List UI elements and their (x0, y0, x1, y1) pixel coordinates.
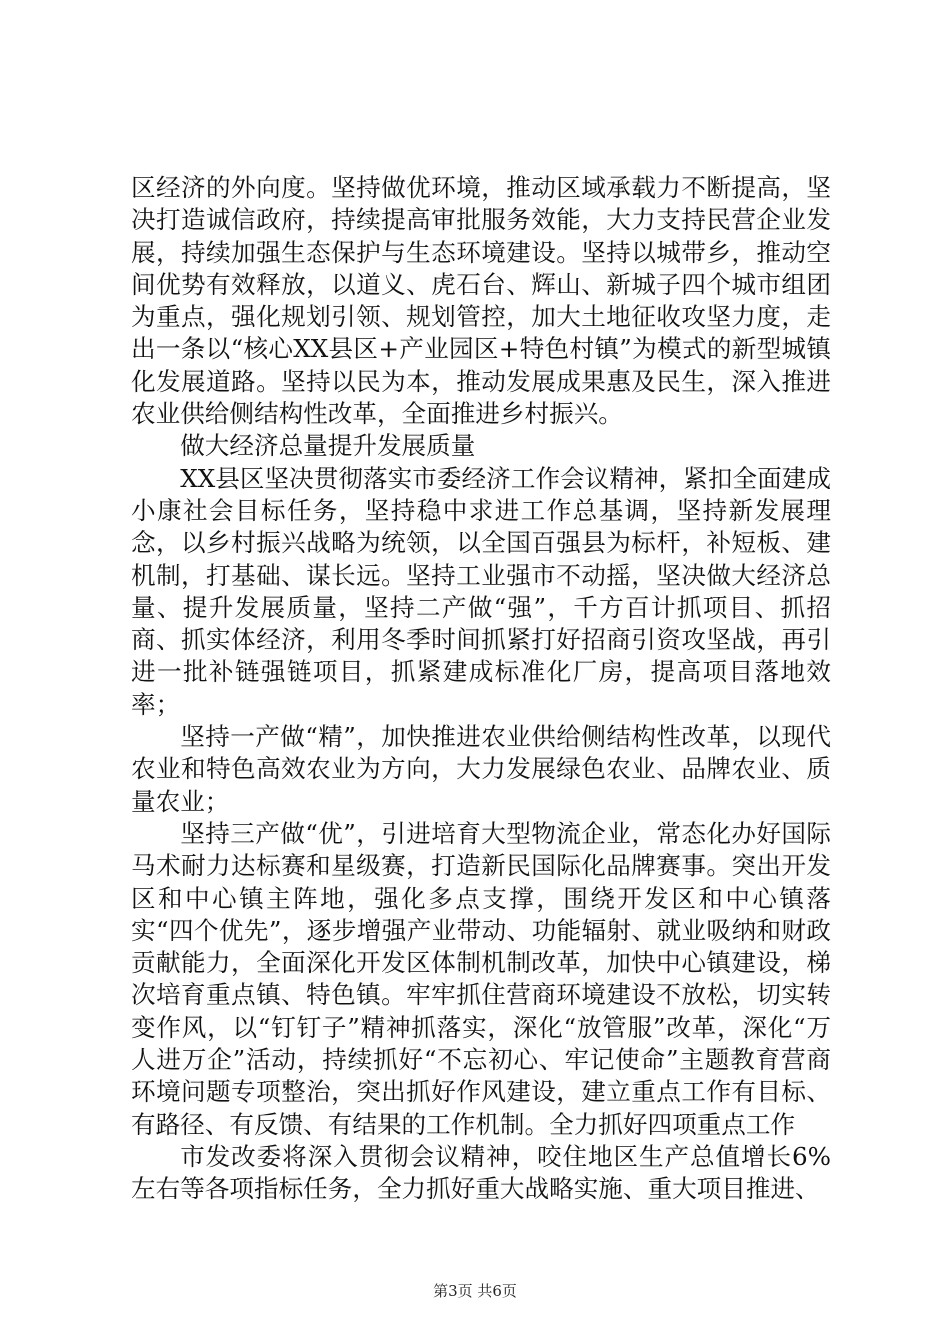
document-body (131, 172, 831, 1206)
paragraph-5: 坚持三产做“优”，引进培育大型物流企业，常态化办好国际马术耐力达标赛和星级赛，打造新民国际化品牌赛事。突出开发区和中心镇主阵地，强化多点支撑，围绕开发区和中心镇落实“四个优先”，逐步增强产业带动、功能辐射、就业吸纳和财政贡献能力，全面深化开发区体制机制改革，加快中心镇建设，梯次培育重点镇、特色镇。牢牢抓住营商环境建设不放松，切实转变作风，以“钉钉子”精神抓落实，深化“放管服”改革，深化“万人进万企”活动，持续抓好“不忘初心、牢记使命”主题教育营商环境问题专项整治，突出抓好作风建设，建立重点工作有目标、有路径、有反馈、有结果的工作机制。全力抓好四项重点工作 (131, 818, 831, 1139)
section-heading: 做大经济总量提升发展质量 (180, 431, 476, 461)
paragraph-6: 市发改委将深入贯彻会议精神，咬住地区生产总值增长6%左右等各项指标任务，全力抓好重大战略实施、重大项目推进、 (131, 1141, 831, 1204)
paragraph-1: 区经济的外向度。坚持做优环境，推动区域承载力不断提高，坚决打造诚信政府，持续提高审批服务效能，大力支持民营企业发展，持续加强生态保护与生态环境建设。坚持以城带乡，推动空间优势有效释放，以道义、虎石台、辉山、新城子四个城市组团为重点，强化规划引领、规划管控，加大土地征收攻坚力度，走出一条以“核心XX县区+产业园区+特色村镇”为模式的新型城镇化发展道路。坚持以民为本，推动发展成果惠及民生，深入推进农业供给侧结构性改革，全面推进乡村振兴。 (131, 173, 831, 429)
page-footer: 第3页 共6页 (433, 1282, 517, 1300)
paragraph-4: 坚持一产做“精”，加快推进农业供给侧结构性改革，以现代农业和特色高效农业为方向，大力发展绿色农业、品牌农业、质量农业； (131, 722, 831, 816)
paragraph-3: XX县区坚决贯彻落实市委经济工作会议精神，紧扣全面建成小康社会目标任务，坚持稳中求进工作总基调，坚持新发展理念，以乡村振兴战略为统领，以全国百强县为标杆，补短板、建机制，打基础、谋长远。坚持工业强市不动摇，坚决做大经济总量、提升发展质量，坚持二产做“强”，千方百计抓项目、抓招商、抓实体经济，利用冬季时间抓紧打好招商引资攻坚战，再引进一批补链强链项目，抓紧建成标准化厂房，提高项目落地效率； (131, 463, 831, 719)
